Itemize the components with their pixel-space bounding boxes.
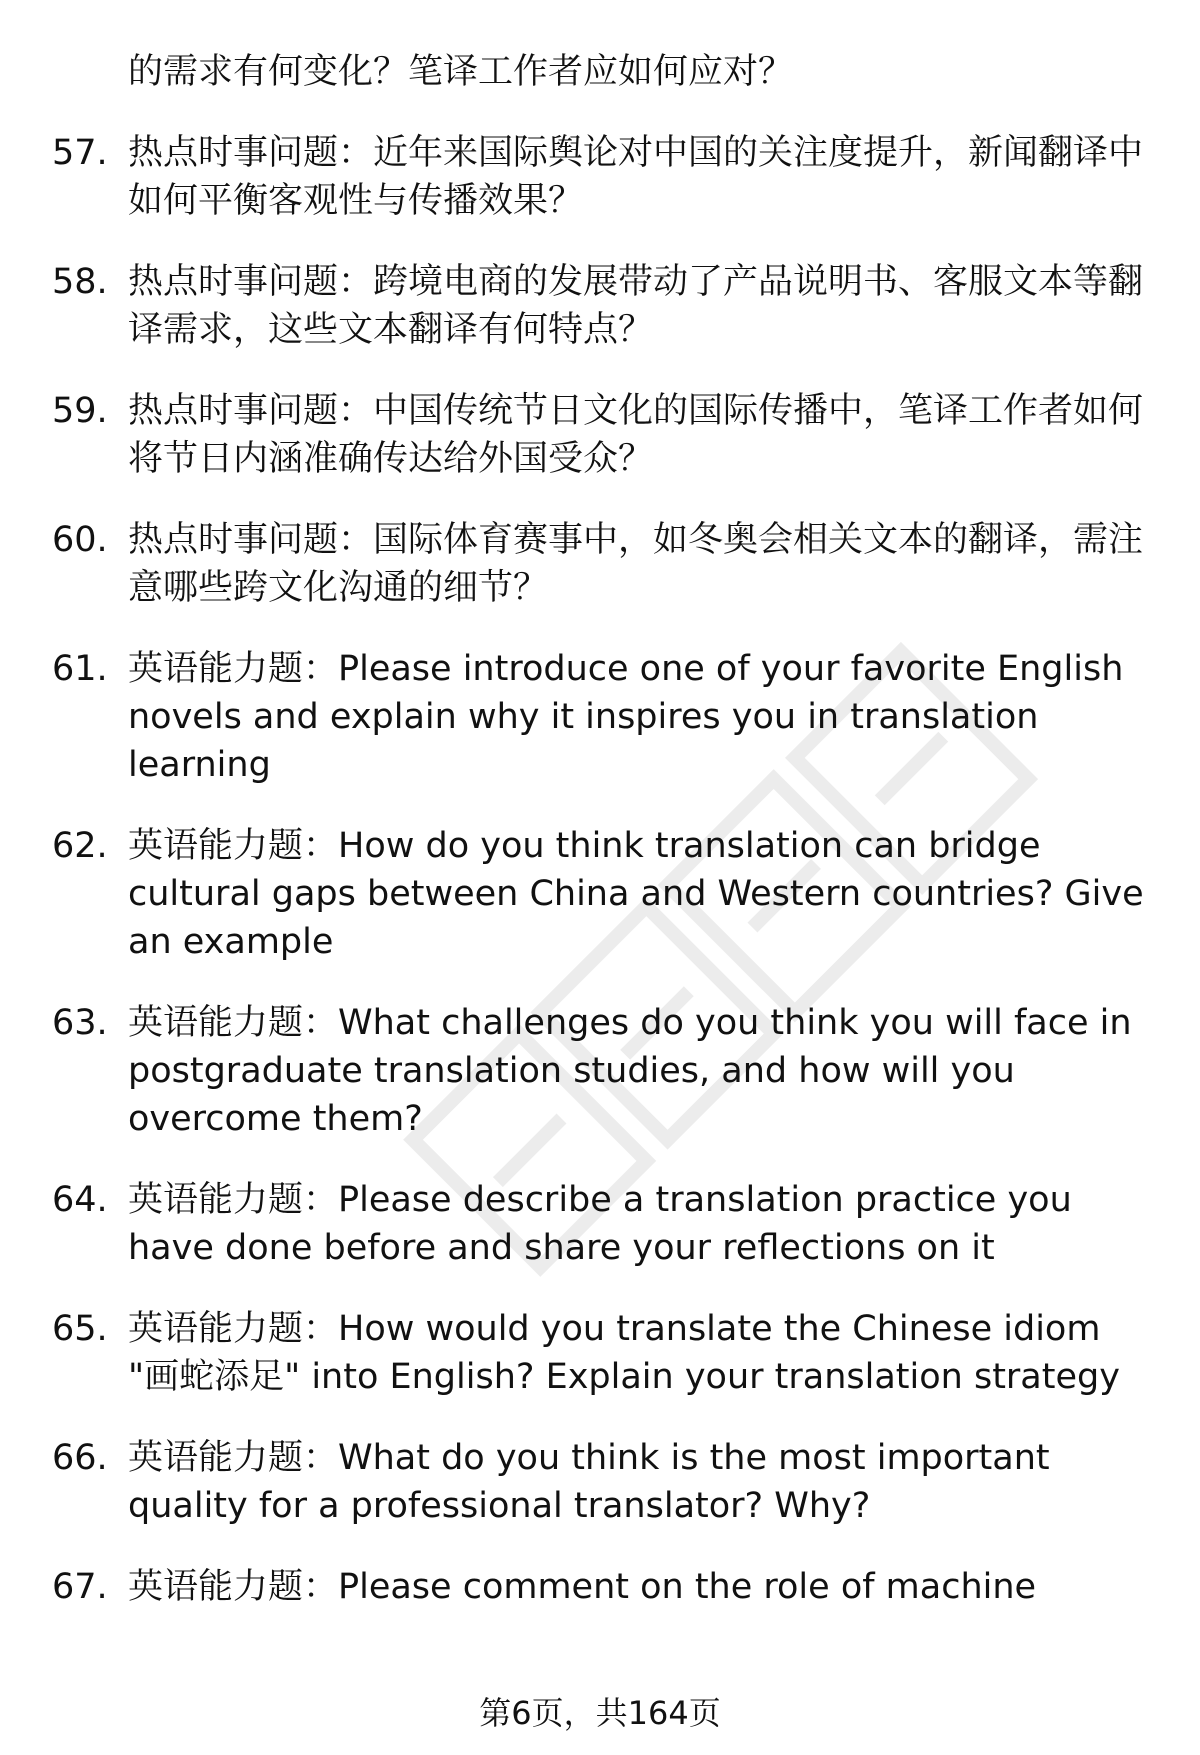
question-item: [0, 645, 1200, 789]
question-item: [0, 1563, 1200, 1611]
question-item: [0, 516, 1200, 612]
question-number: 63.: [52, 1003, 108, 1043]
question-text: 英语能力题：How would you translate the Chinese idiom "画蛇添足" into English? Explain your translation strategy: [128, 1309, 1120, 1397]
continued-question-text: 的需求有何变化？笔译工作者应如何应对？: [128, 52, 794, 92]
question-text: 英语能力题：What do you think is the most important quality for a professional translator? Why?: [128, 1438, 1050, 1526]
question-number: 67.: [52, 1567, 108, 1607]
question-item: [0, 129, 1200, 225]
question-text: 英语能力题：Please describe a translation practice you have done before and share your reflections on it: [128, 1180, 1072, 1268]
question-number: 65.: [52, 1309, 108, 1349]
question-number: 64.: [52, 1180, 108, 1220]
question-number: 59.: [52, 391, 108, 431]
question-number: 58.: [52, 262, 108, 302]
question-item: [0, 999, 1200, 1143]
question-text: 热点时事问题：近年来国际舆论对中国的关注度提升，新闻翻译中如何平衡客观性与传播效果？: [128, 133, 1144, 221]
question-number: 57.: [52, 133, 108, 173]
question-text: 热点时事问题：国际体育赛事中，如冬奥会相关文本的翻译，需注意哪些跨文化沟通的细节？: [128, 520, 1144, 608]
question-number: 61.: [52, 649, 108, 689]
question-number: 60.: [52, 520, 108, 560]
question-item: [0, 1434, 1200, 1530]
question-item: [0, 1305, 1200, 1401]
question-item: [0, 1176, 1200, 1272]
question-text: 英语能力题：Please introduce one of your favorite English novels and explain why it inspires you in translation learning: [128, 649, 1124, 785]
question-item: [0, 258, 1200, 354]
question-text: 热点时事问题：跨境电商的发展带动了产品说明书、客服文本等翻译需求，这些文本翻译有何特点？: [128, 262, 1144, 350]
question-number: 62.: [52, 826, 108, 866]
question-item: [0, 387, 1200, 483]
question-list: [0, 48, 1200, 1644]
question-number: 66.: [52, 1438, 108, 1478]
question-item: [0, 822, 1200, 966]
question-text: 英语能力题：What challenges do you think you will face in postgraduate translation studies, and how will you overcome them?: [128, 1003, 1132, 1139]
page-footer: 第6页，共164页: [479, 1694, 721, 1732]
question-text: 热点时事问题：中国传统节日文化的国际传播中，笔译工作者如何将节日内涵准确传达给外国受众？: [128, 391, 1144, 479]
question-text: 英语能力题：Please comment on the role of machine: [128, 1567, 1037, 1607]
question-text: 英语能力题：How do you think translation can bridge cultural gaps between China and Western countries? Give an example: [128, 826, 1144, 962]
